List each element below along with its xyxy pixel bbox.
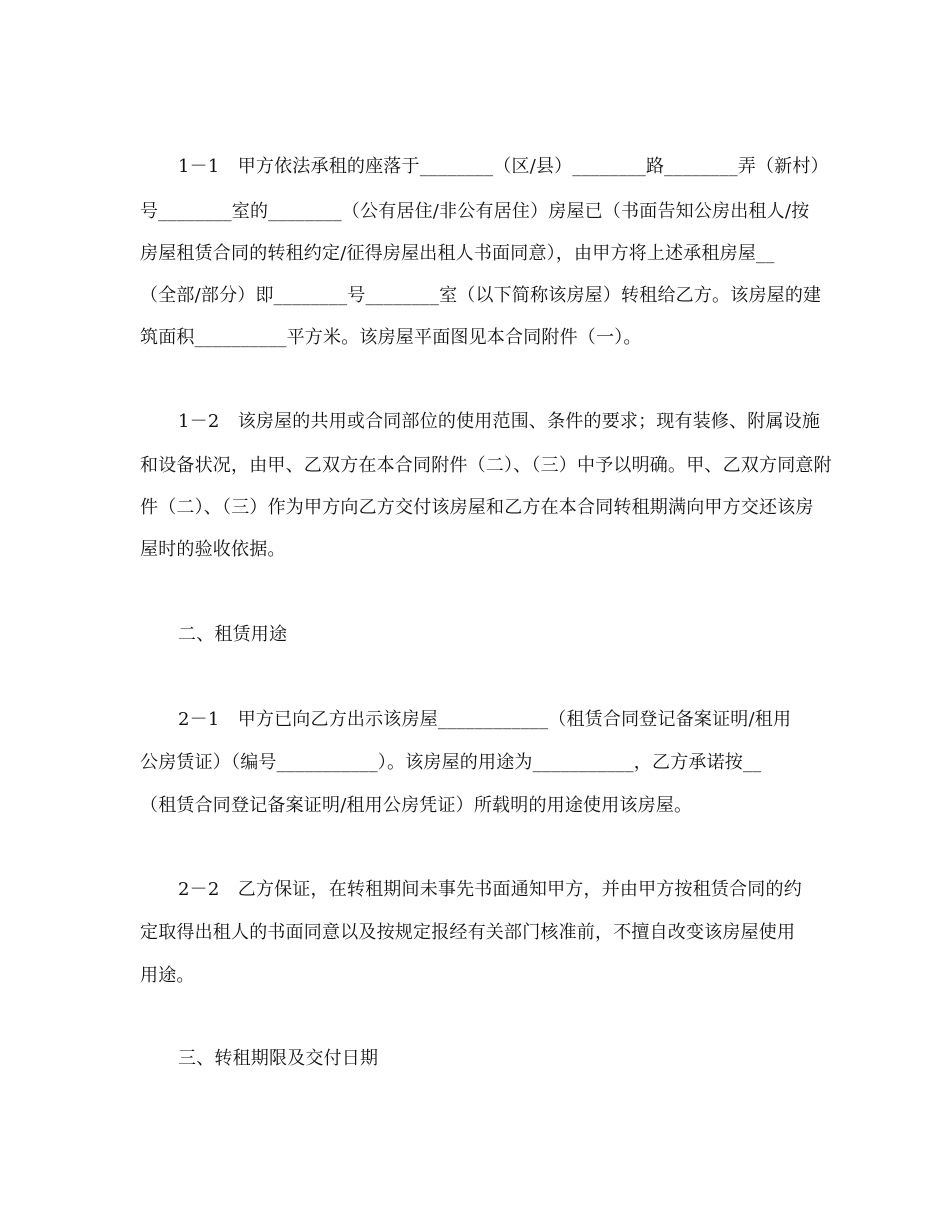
paragraph-line: （租赁合同登记备案证明/租用公房凭证）所载明的用途使用该房屋。 bbox=[140, 795, 693, 816]
paragraph-line: 筑面积__________平方米。该房屋平面图见本合同附件（一）。 bbox=[140, 327, 642, 348]
paragraph-line: 2－1 甲方已向乙方出示该房屋____________（租赁合同登记备案证明/租用 bbox=[178, 709, 792, 730]
paragraph-line: 定取得出租人的书面同意以及按规定报经有关部门核准前，不擅自改变该房屋使用 bbox=[140, 922, 796, 943]
paragraph-line: 和设备状况，由甲、乙双方在本合同附件（二）、（三）中予以明确。甲、乙双方同意附 bbox=[140, 455, 832, 476]
section-heading-usage: 二、租赁用途 bbox=[178, 624, 288, 645]
paragraph-line: 件（二）、（三）作为甲方向乙方交付该房屋和乙方在本合同转租期满向甲方交还该房 bbox=[140, 497, 814, 518]
paragraph-line: 屋时的验收依据。 bbox=[140, 539, 286, 560]
paragraph-line: 号________室的________（公有居住/非公有居住）房屋已（书面告知公房出租人/按 bbox=[140, 201, 810, 222]
paragraph-line: （全部/部分）即________号________室（以下简称该房屋）转租给乙方。该房屋的建 bbox=[140, 285, 822, 306]
paragraph-line: 2－2 乙方保证，在转租期间未事先书面通知甲方，并由甲方按租赁合同的约 bbox=[178, 879, 802, 900]
paragraph-line: 1－2 该房屋的共用或合同部位的使用范围、条件的要求；现有装修、附属设施 bbox=[178, 411, 821, 432]
paragraph-line: 1－1 甲方依法承租的座落于________（区/县）________路________弄（新村） bbox=[178, 156, 829, 177]
paragraph-line: 公房赁证）（编号___________）。该房屋的用途为___________，乙方承诺按__ bbox=[140, 752, 762, 773]
section-heading-term: 三、转租期限及交付日期 bbox=[178, 1048, 379, 1069]
paragraph-line: 用途。 bbox=[140, 965, 195, 986]
paragraph-line: 房屋租赁合同的转租约定/征得房屋出租人书面同意），由甲方将上述承租房屋__ bbox=[140, 243, 775, 264]
